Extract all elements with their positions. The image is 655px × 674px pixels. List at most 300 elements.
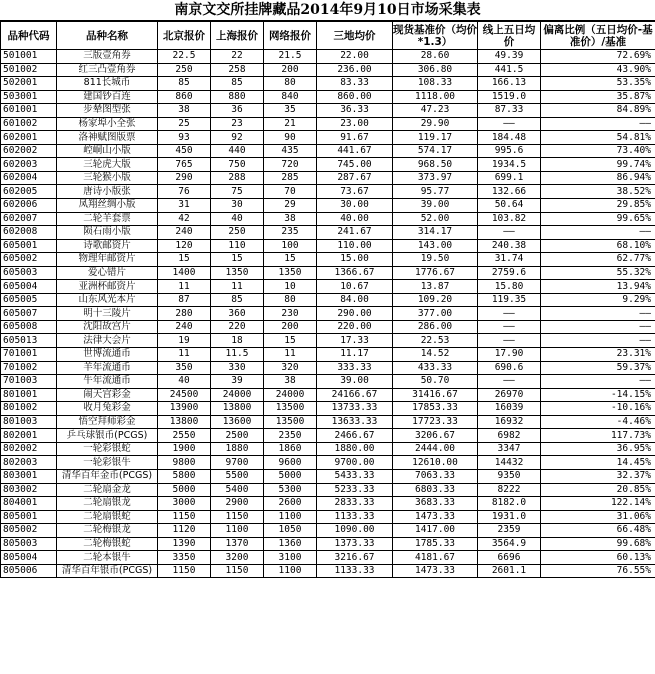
cell-base: 373.97 bbox=[393, 171, 478, 185]
cell-name: 二轮梅银蛇 bbox=[57, 537, 158, 551]
cell-beijing: 290 bbox=[158, 171, 211, 185]
cell-avg: 3216.67 bbox=[317, 551, 393, 565]
cell-code: 602005 bbox=[1, 185, 57, 199]
cell-avg: 10.67 bbox=[317, 280, 393, 294]
table-row bbox=[1, 564, 655, 578]
cell-avg: 73.67 bbox=[317, 185, 393, 199]
cell-shanghai: 13800 bbox=[211, 402, 264, 416]
cell-shanghai: 39 bbox=[211, 375, 264, 389]
cell-code: 605005 bbox=[1, 293, 57, 307]
table-row bbox=[1, 307, 655, 321]
cell-base: 306.80 bbox=[393, 63, 478, 77]
col-header-avg: 三地均价 bbox=[317, 22, 393, 50]
cell-online: 200 bbox=[264, 320, 317, 334]
cell-shanghai: 40 bbox=[211, 212, 264, 226]
cell-deviation: 117.73% bbox=[541, 429, 655, 443]
table-row bbox=[1, 90, 655, 104]
cell-beijing: 93 bbox=[158, 131, 211, 145]
cell-base: 95.77 bbox=[393, 185, 478, 199]
cell-base: 108.33 bbox=[393, 77, 478, 91]
cell-base: 22.53 bbox=[393, 334, 478, 348]
header-row bbox=[1, 22, 655, 50]
col-header-name: 品种名称 bbox=[57, 22, 158, 50]
cell-code: 804001 bbox=[1, 497, 57, 511]
cell-avg: 1133.33 bbox=[317, 564, 393, 578]
cell-shanghai: 288 bbox=[211, 171, 264, 185]
cell-shanghai: 1150 bbox=[211, 564, 264, 578]
cell-name: 山东风光本片 bbox=[57, 293, 158, 307]
cell-name: 二轮扇银龙 bbox=[57, 497, 158, 511]
cell-beijing: 38 bbox=[158, 104, 211, 118]
cell-avg: 13733.33 bbox=[317, 402, 393, 416]
cell-base: 143.00 bbox=[393, 239, 478, 253]
cell-5day: 441.5 bbox=[478, 63, 541, 77]
cell-online: 21.5 bbox=[264, 50, 317, 64]
cell-online: 720 bbox=[264, 158, 317, 172]
cell-5day: 119.35 bbox=[478, 293, 541, 307]
cell-deviation: 20.85% bbox=[541, 483, 655, 497]
cell-avg: 22.00 bbox=[317, 50, 393, 64]
cell-deviation: 36.95% bbox=[541, 442, 655, 456]
cell-name: 陨石雨小版 bbox=[57, 226, 158, 240]
table-row bbox=[1, 483, 655, 497]
cell-shanghai: 85 bbox=[211, 293, 264, 307]
cell-avg: 11.17 bbox=[317, 348, 393, 362]
cell-beijing: 5000 bbox=[158, 483, 211, 497]
table-row bbox=[1, 212, 655, 226]
cell-5day: 16039 bbox=[478, 402, 541, 416]
cell-avg: 13633.33 bbox=[317, 415, 393, 429]
cell-code: 605008 bbox=[1, 320, 57, 334]
cell-online: 1350 bbox=[264, 266, 317, 280]
cell-beijing: 250 bbox=[158, 63, 211, 77]
cell-5day: 690.6 bbox=[478, 361, 541, 375]
cell-base: 119.17 bbox=[393, 131, 478, 145]
cell-name: 物理年邮资片 bbox=[57, 253, 158, 267]
table-row bbox=[1, 77, 655, 91]
cell-avg: 333.33 bbox=[317, 361, 393, 375]
cell-beijing: 25 bbox=[158, 117, 211, 131]
cell-online: 21 bbox=[264, 117, 317, 131]
cell-deviation: 66.48% bbox=[541, 524, 655, 538]
table-row bbox=[1, 334, 655, 348]
cell-avg: 40.00 bbox=[317, 212, 393, 226]
cell-online: 5000 bbox=[264, 469, 317, 483]
cell-deviation: 23.31% bbox=[541, 348, 655, 362]
cell-beijing: 40 bbox=[158, 375, 211, 389]
cell-code: 605013 bbox=[1, 334, 57, 348]
cell-code: 602001 bbox=[1, 131, 57, 145]
cell-online: 1100 bbox=[264, 510, 317, 524]
cell-online: 9600 bbox=[264, 456, 317, 470]
cell-code: 602007 bbox=[1, 212, 57, 226]
cell-beijing: 765 bbox=[158, 158, 211, 172]
cell-5day: 17.90 bbox=[478, 348, 541, 362]
cell-name: 二轮羊套票 bbox=[57, 212, 158, 226]
table-row bbox=[1, 104, 655, 118]
cell-name: 二轮本银牛 bbox=[57, 551, 158, 565]
cell-deviation: 55.32% bbox=[541, 266, 655, 280]
cell-base: 1776.67 bbox=[393, 266, 478, 280]
cell-avg: 24166.67 bbox=[317, 388, 393, 402]
cell-name: 二轮梅银龙 bbox=[57, 524, 158, 538]
cell-deviation: —— bbox=[541, 226, 655, 240]
cell-name: 闹天宫彩金 bbox=[57, 388, 158, 402]
cell-shanghai: 85 bbox=[211, 77, 264, 91]
cell-beijing: 3350 bbox=[158, 551, 211, 565]
table-row bbox=[1, 388, 655, 402]
cell-base: 52.00 bbox=[393, 212, 478, 226]
cell-base: 4181.67 bbox=[393, 551, 478, 565]
cell-beijing: 24500 bbox=[158, 388, 211, 402]
cell-online: 90 bbox=[264, 131, 317, 145]
cell-deviation: —— bbox=[541, 375, 655, 389]
cell-code: 701002 bbox=[1, 361, 57, 375]
cell-shanghai: 5500 bbox=[211, 469, 264, 483]
cell-deviation: 59.37% bbox=[541, 361, 655, 375]
cell-5day: 132.66 bbox=[478, 185, 541, 199]
cell-deviation: 38.52% bbox=[541, 185, 655, 199]
cell-online: 235 bbox=[264, 226, 317, 240]
cell-beijing: 11 bbox=[158, 280, 211, 294]
cell-base: 314.17 bbox=[393, 226, 478, 240]
cell-code: 803002 bbox=[1, 483, 57, 497]
cell-name: 三轮猴小版 bbox=[57, 171, 158, 185]
cell-code: 601002 bbox=[1, 117, 57, 131]
cell-5day: 2759.6 bbox=[478, 266, 541, 280]
cell-beijing: 450 bbox=[158, 144, 211, 158]
cell-name: 清华百年银币(PCGS) bbox=[57, 564, 158, 578]
cell-deviation: 60.13% bbox=[541, 551, 655, 565]
cell-code: 602003 bbox=[1, 158, 57, 172]
col-header-deviation: 偏离比例（五日均价-基准价）/基准 bbox=[541, 22, 655, 50]
cell-deviation: 32.37% bbox=[541, 469, 655, 483]
cell-online: 200 bbox=[264, 63, 317, 77]
cell-online: 35 bbox=[264, 104, 317, 118]
cell-avg: 2466.67 bbox=[317, 429, 393, 443]
cell-code: 501001 bbox=[1, 50, 57, 64]
cell-deviation: —— bbox=[541, 307, 655, 321]
table-body bbox=[1, 50, 655, 578]
cell-code: 503001 bbox=[1, 90, 57, 104]
cell-beijing: 3000 bbox=[158, 497, 211, 511]
cell-5day: —— bbox=[478, 375, 541, 389]
cell-base: 2444.00 bbox=[393, 442, 478, 456]
cell-base: 433.33 bbox=[393, 361, 478, 375]
cell-online: 10 bbox=[264, 280, 317, 294]
col-header-beijing: 北京报价 bbox=[158, 22, 211, 50]
cell-online: 100 bbox=[264, 239, 317, 253]
cell-shanghai: 36 bbox=[211, 104, 264, 118]
cell-avg: 241.67 bbox=[317, 226, 393, 240]
cell-5day: 26970 bbox=[478, 388, 541, 402]
cell-online: 2350 bbox=[264, 429, 317, 443]
cell-online: 1360 bbox=[264, 537, 317, 551]
cell-name: 沈阳故宫片 bbox=[57, 320, 158, 334]
cell-name: 爱心错片 bbox=[57, 266, 158, 280]
cell-name: 清华百年金币(PCGS) bbox=[57, 469, 158, 483]
cell-5day: 166.13 bbox=[478, 77, 541, 91]
cell-name: 二轮扇金龙 bbox=[57, 483, 158, 497]
cell-shanghai: 30 bbox=[211, 199, 264, 213]
cell-online: 15 bbox=[264, 334, 317, 348]
col-header-online: 网络报价 bbox=[264, 22, 317, 50]
cell-5day: —— bbox=[478, 226, 541, 240]
cell-beijing: 860 bbox=[158, 90, 211, 104]
cell-shanghai: 75 bbox=[211, 185, 264, 199]
cell-code: 605001 bbox=[1, 239, 57, 253]
cell-deviation: 53.35% bbox=[541, 77, 655, 91]
cell-deviation: 99.68% bbox=[541, 537, 655, 551]
cell-beijing: 1400 bbox=[158, 266, 211, 280]
cell-avg: 1133.33 bbox=[317, 510, 393, 524]
cell-base: 28.60 bbox=[393, 50, 478, 64]
table-row bbox=[1, 442, 655, 456]
cell-code: 801003 bbox=[1, 415, 57, 429]
cell-online: 80 bbox=[264, 77, 317, 91]
cell-shanghai: 1150 bbox=[211, 510, 264, 524]
cell-deviation: —— bbox=[541, 334, 655, 348]
table-row bbox=[1, 199, 655, 213]
cell-name: 三轮虎大版 bbox=[57, 158, 158, 172]
cell-base: 12610.00 bbox=[393, 456, 478, 470]
cell-name: 一轮彩银蛇 bbox=[57, 442, 158, 456]
cell-deviation: 73.40% bbox=[541, 144, 655, 158]
cell-5day: —— bbox=[478, 307, 541, 321]
table-row bbox=[1, 348, 655, 362]
cell-name: 崆峒山小版 bbox=[57, 144, 158, 158]
cell-5day: 31.74 bbox=[478, 253, 541, 267]
cell-code: 802002 bbox=[1, 442, 57, 456]
cell-online: 29 bbox=[264, 199, 317, 213]
cell-5day: 3564.9 bbox=[478, 537, 541, 551]
cell-5day: 8222 bbox=[478, 483, 541, 497]
table-row bbox=[1, 497, 655, 511]
cell-name: 诗歌邮资片 bbox=[57, 239, 158, 253]
cell-shanghai: 11 bbox=[211, 280, 264, 294]
cell-name: 二轮扇银蛇 bbox=[57, 510, 158, 524]
cell-avg: 287.67 bbox=[317, 171, 393, 185]
cell-online: 2600 bbox=[264, 497, 317, 511]
cell-code: 805006 bbox=[1, 564, 57, 578]
cell-deviation: 99.65% bbox=[541, 212, 655, 226]
cell-beijing: 15 bbox=[158, 253, 211, 267]
cell-beijing: 22.5 bbox=[158, 50, 211, 64]
cell-avg: 1090.00 bbox=[317, 524, 393, 538]
cell-shanghai: 3200 bbox=[211, 551, 264, 565]
cell-shanghai: 15 bbox=[211, 253, 264, 267]
cell-beijing: 9800 bbox=[158, 456, 211, 470]
cell-shanghai: 220 bbox=[211, 320, 264, 334]
cell-base: 29.90 bbox=[393, 117, 478, 131]
cell-code: 701003 bbox=[1, 375, 57, 389]
cell-shanghai: 1350 bbox=[211, 266, 264, 280]
table-row bbox=[1, 280, 655, 294]
cell-avg: 15.00 bbox=[317, 253, 393, 267]
price-table bbox=[0, 21, 655, 578]
cell-shanghai: 1880 bbox=[211, 442, 264, 456]
cell-beijing: 85 bbox=[158, 77, 211, 91]
cell-avg: 2833.33 bbox=[317, 497, 393, 511]
col-header-base: 现货基准价（均价*1.3） bbox=[393, 23, 477, 48]
table-row bbox=[1, 320, 655, 334]
cell-code: 605007 bbox=[1, 307, 57, 321]
cell-base: 7063.33 bbox=[393, 469, 478, 483]
cell-code: 803001 bbox=[1, 469, 57, 483]
cell-beijing: 11 bbox=[158, 348, 211, 362]
cell-online: 3100 bbox=[264, 551, 317, 565]
cell-base: 377.00 bbox=[393, 307, 478, 321]
cell-code: 502001 bbox=[1, 77, 57, 91]
cell-code: 802001 bbox=[1, 429, 57, 443]
cell-base: 14.52 bbox=[393, 348, 478, 362]
cell-shanghai: 440 bbox=[211, 144, 264, 158]
cell-avg: 5433.33 bbox=[317, 469, 393, 483]
table-row bbox=[1, 131, 655, 145]
cell-online: 320 bbox=[264, 361, 317, 375]
cell-online: 24000 bbox=[264, 388, 317, 402]
cell-name: 杨家埠小全张 bbox=[57, 117, 158, 131]
cell-avg: 1373.33 bbox=[317, 537, 393, 551]
cell-online: 230 bbox=[264, 307, 317, 321]
cell-5day: 6696 bbox=[478, 551, 541, 565]
cell-code: 805001 bbox=[1, 510, 57, 524]
cell-deviation: -4.46% bbox=[541, 415, 655, 429]
cell-avg: 9700.00 bbox=[317, 456, 393, 470]
cell-deviation: 76.55% bbox=[541, 564, 655, 578]
cell-shanghai: 330 bbox=[211, 361, 264, 375]
cell-base: 19.50 bbox=[393, 253, 478, 267]
cell-deviation: 86.94% bbox=[541, 171, 655, 185]
cell-shanghai: 24000 bbox=[211, 388, 264, 402]
cell-code: 501002 bbox=[1, 63, 57, 77]
cell-deviation: 13.94% bbox=[541, 280, 655, 294]
cell-shanghai: 1100 bbox=[211, 524, 264, 538]
cell-name: 三版壹角券 bbox=[57, 50, 158, 64]
cell-deviation: 84.89% bbox=[541, 104, 655, 118]
cell-shanghai: 880 bbox=[211, 90, 264, 104]
cell-avg: 23.00 bbox=[317, 117, 393, 131]
cell-beijing: 350 bbox=[158, 361, 211, 375]
cell-name: 811长城币 bbox=[57, 77, 158, 91]
table-row bbox=[1, 293, 655, 307]
cell-beijing: 1150 bbox=[158, 510, 211, 524]
cell-avg: 1366.67 bbox=[317, 266, 393, 280]
cell-base: 1417.00 bbox=[393, 524, 478, 538]
cell-deviation: —— bbox=[541, 117, 655, 131]
cell-avg: 91.67 bbox=[317, 131, 393, 145]
cell-deviation: 35.87% bbox=[541, 90, 655, 104]
cell-beijing: 5800 bbox=[158, 469, 211, 483]
cell-name: 羊年流通币 bbox=[57, 361, 158, 375]
cell-beijing: 1120 bbox=[158, 524, 211, 538]
cell-base: 574.17 bbox=[393, 144, 478, 158]
cell-avg: 860.00 bbox=[317, 90, 393, 104]
table-row bbox=[1, 253, 655, 267]
cell-deviation: —— bbox=[541, 320, 655, 334]
cell-shanghai: 23 bbox=[211, 117, 264, 131]
cell-name: 凤翔丝绸小版 bbox=[57, 199, 158, 213]
cell-beijing: 280 bbox=[158, 307, 211, 321]
cell-beijing: 13800 bbox=[158, 415, 211, 429]
cell-avg: 236.00 bbox=[317, 63, 393, 77]
table-row bbox=[1, 226, 655, 240]
col-header-code: 品种代码 bbox=[1, 22, 57, 50]
cell-code: 801001 bbox=[1, 388, 57, 402]
cell-beijing: 31 bbox=[158, 199, 211, 213]
cell-beijing: 120 bbox=[158, 239, 211, 253]
cell-base: 3683.33 bbox=[393, 497, 478, 511]
cell-5day: 16932 bbox=[478, 415, 541, 429]
table-row bbox=[1, 375, 655, 389]
cell-5day: 6982 bbox=[478, 429, 541, 443]
cell-beijing: 19 bbox=[158, 334, 211, 348]
table-row bbox=[1, 158, 655, 172]
cell-avg: 745.00 bbox=[317, 158, 393, 172]
cell-online: 1050 bbox=[264, 524, 317, 538]
cell-code: 805004 bbox=[1, 551, 57, 565]
cell-code: 801002 bbox=[1, 402, 57, 416]
cell-deviation: 54.81% bbox=[541, 131, 655, 145]
cell-base: 17723.33 bbox=[393, 415, 478, 429]
cell-base: 3206.67 bbox=[393, 429, 478, 443]
cell-deviation: 122.14% bbox=[541, 497, 655, 511]
cell-beijing: 87 bbox=[158, 293, 211, 307]
cell-deviation: 68.10% bbox=[541, 239, 655, 253]
cell-avg: 5233.33 bbox=[317, 483, 393, 497]
cell-5day: 3347 bbox=[478, 442, 541, 456]
cell-beijing: 13900 bbox=[158, 402, 211, 416]
cell-deviation: 14.45% bbox=[541, 456, 655, 470]
cell-5day: 8182.0 bbox=[478, 497, 541, 511]
cell-code: 805002 bbox=[1, 524, 57, 538]
cell-online: 70 bbox=[264, 185, 317, 199]
cell-code: 602008 bbox=[1, 226, 57, 240]
cell-code: 805003 bbox=[1, 537, 57, 551]
cell-5day: 995.6 bbox=[478, 144, 541, 158]
cell-5day: —— bbox=[478, 117, 541, 131]
cell-5day: 699.1 bbox=[478, 171, 541, 185]
cell-base: 1785.33 bbox=[393, 537, 478, 551]
cell-online: 15 bbox=[264, 253, 317, 267]
cell-5day: 87.33 bbox=[478, 104, 541, 118]
cell-name: 世博流通币 bbox=[57, 348, 158, 362]
cell-deviation: 9.29% bbox=[541, 293, 655, 307]
cell-base: 1473.33 bbox=[393, 510, 478, 524]
cell-name: 乒乓球银币(PCGS) bbox=[57, 429, 158, 443]
cell-online: 1100 bbox=[264, 564, 317, 578]
table-row bbox=[1, 144, 655, 158]
cell-shanghai: 258 bbox=[211, 63, 264, 77]
cell-base: 6803.33 bbox=[393, 483, 478, 497]
sheet-title: 南京文交所挂牌藏品2014年9月10日市场采集表 bbox=[0, 0, 655, 21]
cell-online: 38 bbox=[264, 375, 317, 389]
cell-online: 11 bbox=[264, 348, 317, 362]
cell-code: 605002 bbox=[1, 253, 57, 267]
cell-base: 968.50 bbox=[393, 158, 478, 172]
cell-base: 109.20 bbox=[393, 293, 478, 307]
cell-deviation: 99.74% bbox=[541, 158, 655, 172]
cell-online: 80 bbox=[264, 293, 317, 307]
table-row bbox=[1, 402, 655, 416]
table-row bbox=[1, 266, 655, 280]
cell-name: 洛神赋图版票 bbox=[57, 131, 158, 145]
cell-name: 明十三陵片 bbox=[57, 307, 158, 321]
cell-beijing: 1150 bbox=[158, 564, 211, 578]
cell-shanghai: 9700 bbox=[211, 456, 264, 470]
cell-code: 602002 bbox=[1, 144, 57, 158]
cell-name: 一轮彩银牛 bbox=[57, 456, 158, 470]
